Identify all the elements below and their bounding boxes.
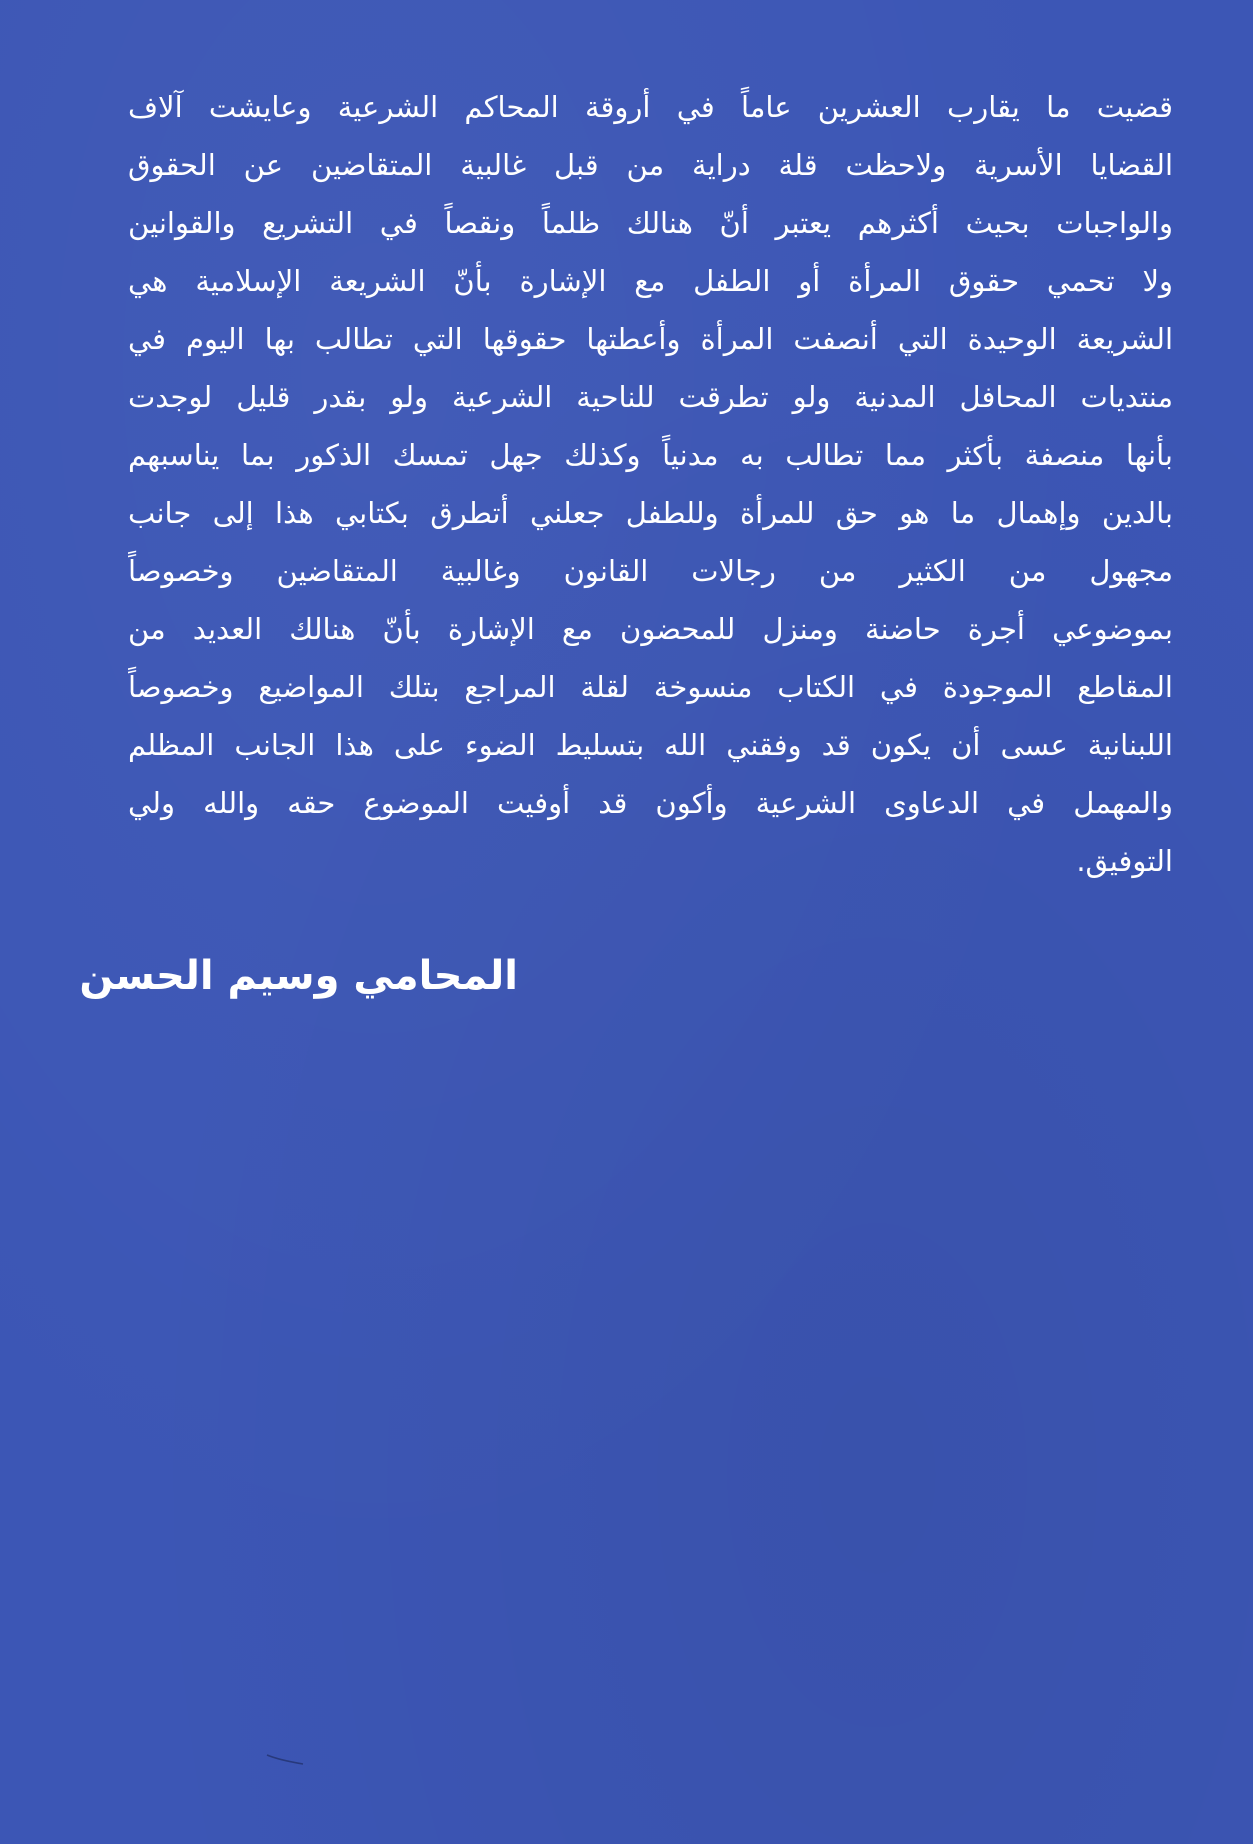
blurb-line: ولا تحمي حقوق المرأة أو الطفل مع الإشارة بأنّ الشريعة الإسلامية هي bbox=[128, 264, 1173, 298]
blurb-line: المقاطع الموجودة في الكتاب منسوخة لقلة المراجع بتلك المواضيع وخصوصاً bbox=[128, 670, 1173, 704]
blurb-line: منتديات المحافل المدنية ولو تطرقت للناحية الشرعية ولو بقدر قليل لوجدت bbox=[128, 380, 1173, 414]
blurb-line: مجهول من الكثير من رجالات القانون وغالبية المتقاضين وخصوصاً bbox=[128, 554, 1173, 588]
blurb-line: والواجبات بحيث أكثرهم يعتبر أنّ هنالك ظلماً ونقصاً في التشريع والقوانين bbox=[128, 206, 1173, 240]
blurb-line: بالدين وإهمال ما هو حق للمرأة وللطفل جعلني أتطرق بكتابي هذا إلى جانب bbox=[128, 496, 1173, 530]
blurb-text bbox=[128, 78, 1173, 890]
blurb-line: القضايا الأسرية ولاحظت قلة دراية من قبل غالبية المتقاضين عن الحقوق bbox=[128, 148, 1173, 182]
scuff-mark bbox=[265, 1752, 305, 1766]
blurb-line: بأنها منصفة بأكثر مما تطالب به مدنياً وكذلك جهل تمسك الذكور بما يناسبهم bbox=[128, 438, 1173, 472]
blurb-line: والمهمل في الدعاوى الشرعية وأكون قد أوفيت الموضوع حقه والله ولي bbox=[128, 786, 1173, 820]
blurb-line: قضيت ما يقارب العشرين عاماً في أروقة المحاكم الشرعية وعايشت آلاف bbox=[128, 90, 1173, 124]
blurb-line: بموضوعي أجرة حاضنة ومنزل للمحضون مع الإشارة بأنّ هنالك العديد من bbox=[128, 612, 1173, 646]
blurb-line: التوفيق. bbox=[1076, 844, 1173, 878]
blurb-line: اللبنانية عسى أن يكون قد وفقني الله بتسليط الضوء على هذا الجانب المظلم bbox=[128, 728, 1173, 762]
blurb-line: الشريعة الوحيدة التي أنصفت المرأة وأعطتها حقوقها التي تطالب بها اليوم في bbox=[128, 322, 1173, 356]
author-signature: المحامي وسيم الحسن bbox=[79, 953, 518, 999]
